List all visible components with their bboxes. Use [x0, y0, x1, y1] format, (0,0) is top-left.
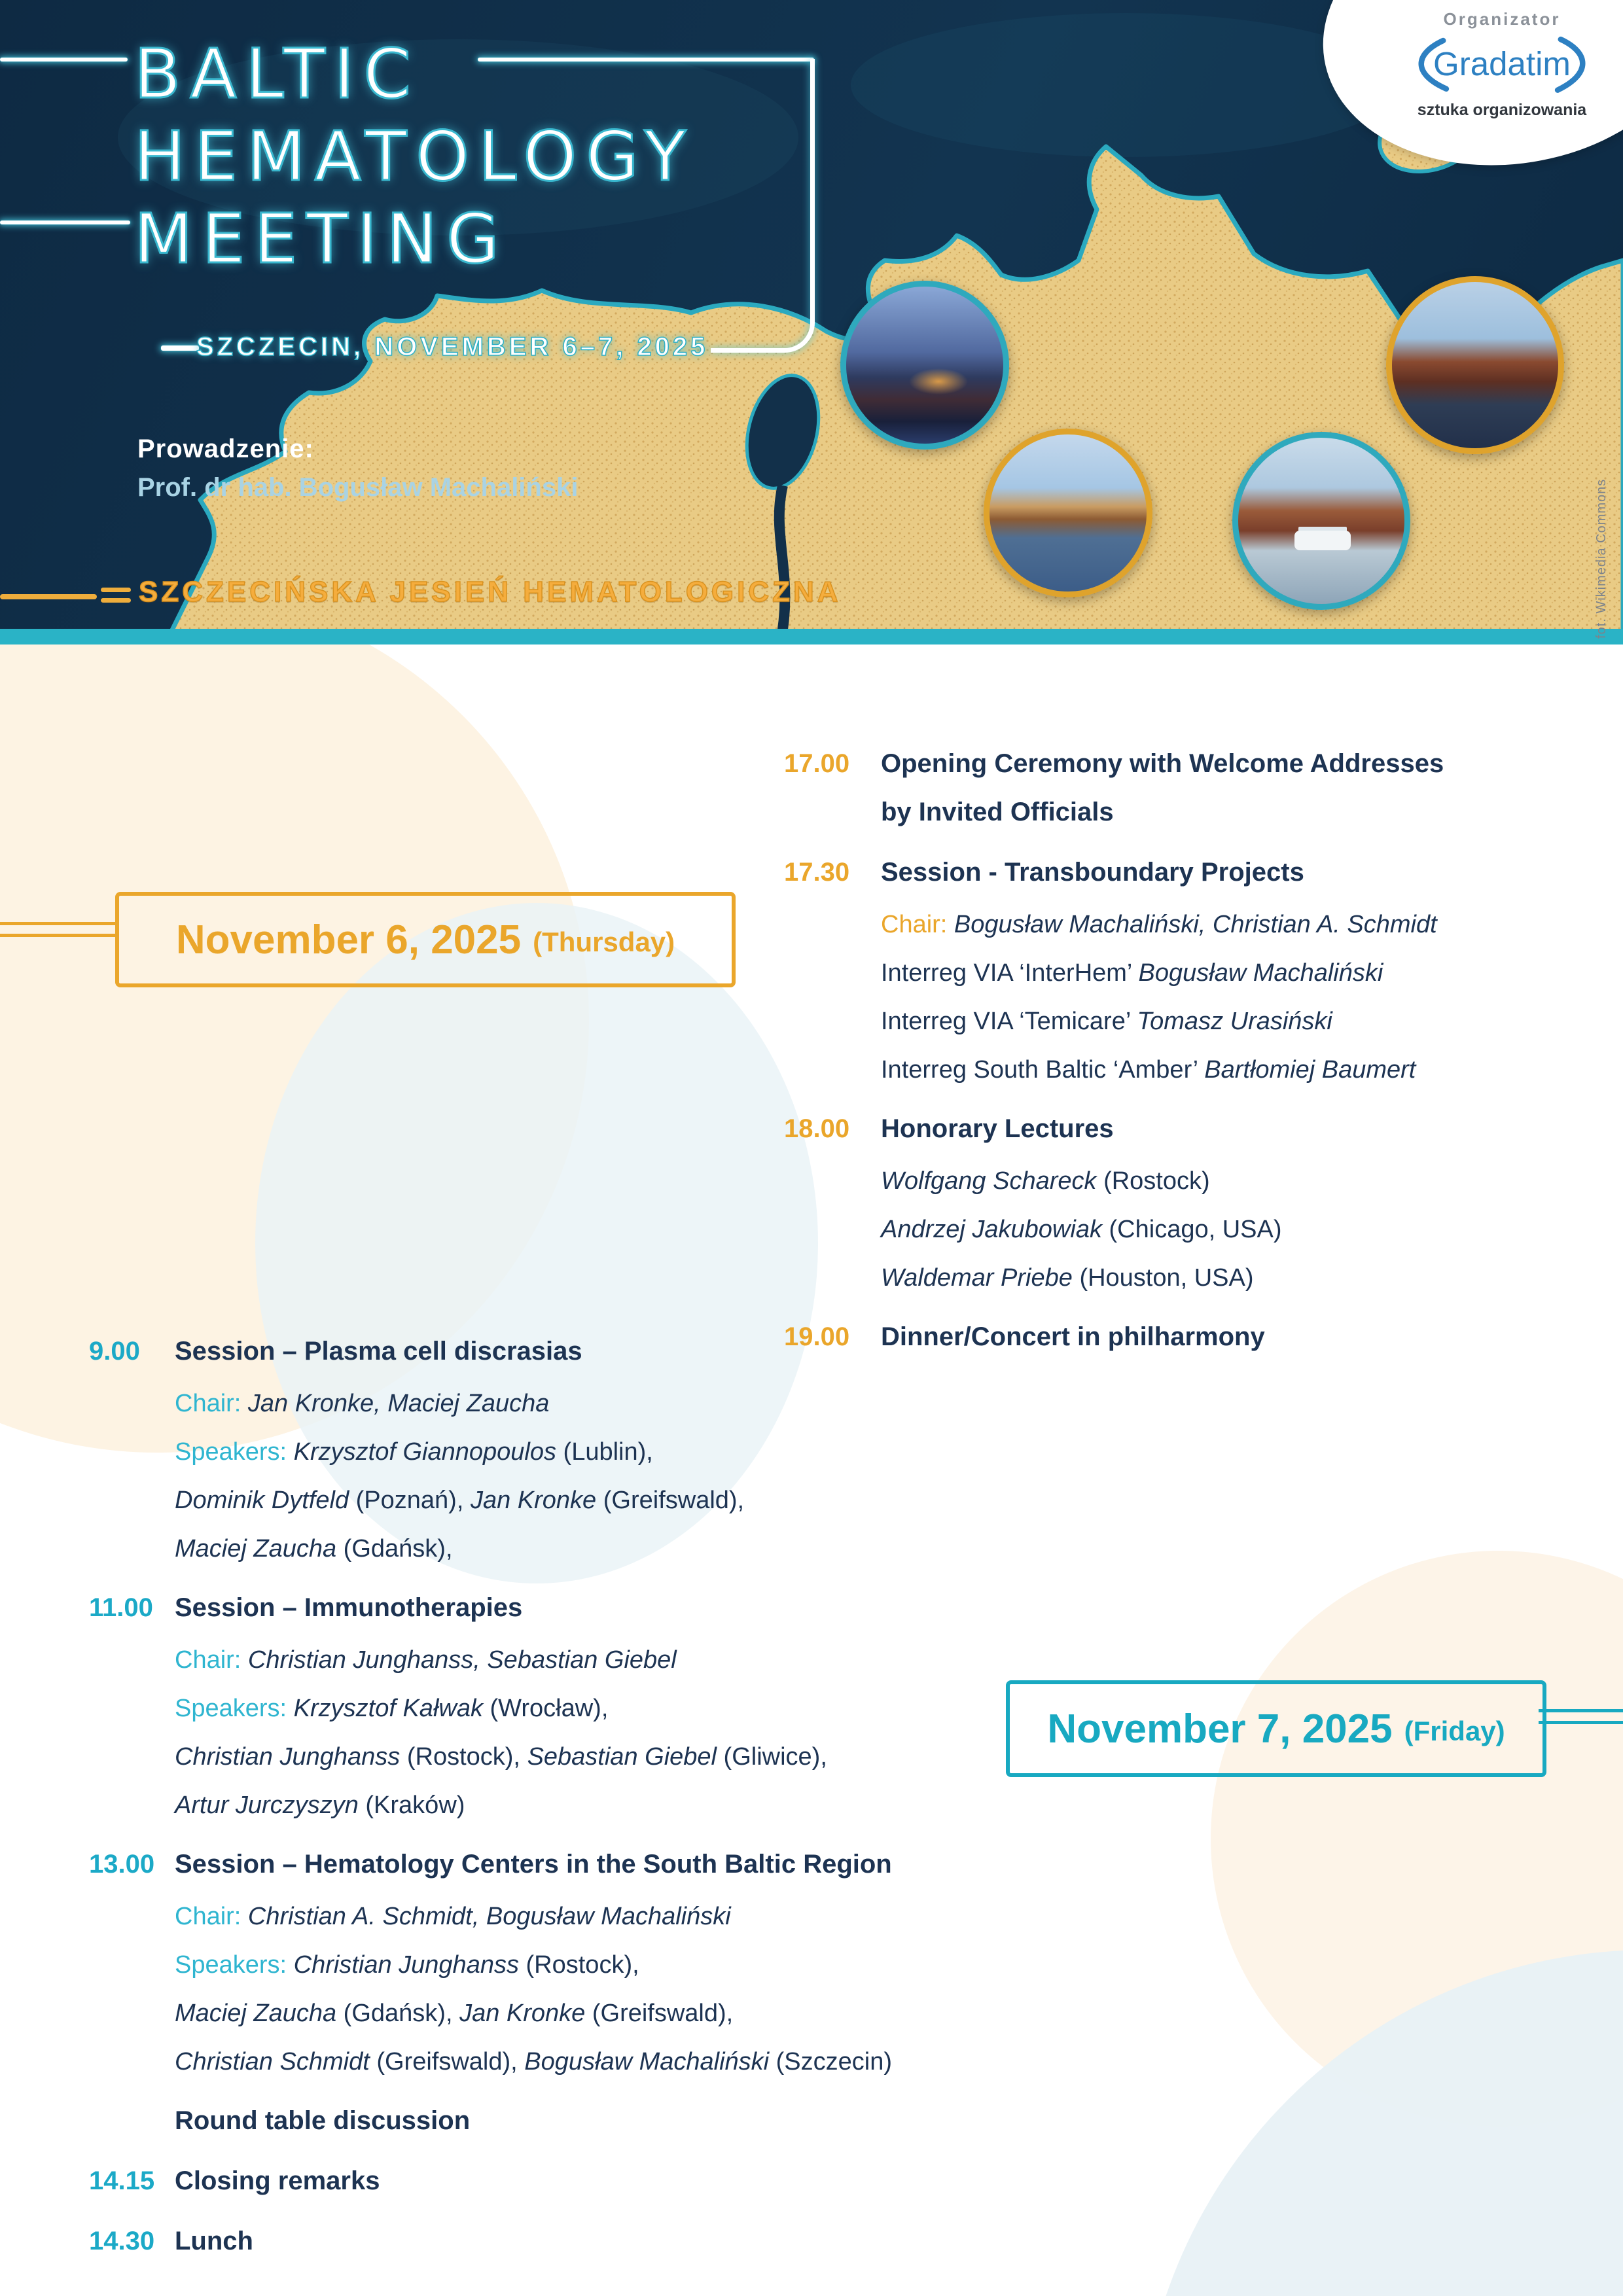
person-name: Krzysztof Giannopoulos: [293, 1438, 563, 1466]
session-detail-line: [881, 1158, 1602, 1204]
organizer-tagline: sztuka organizowania: [1417, 101, 1587, 119]
person-name: Christian Junghanss, Sebastian Giebel: [247, 1646, 677, 1674]
text-segment: (Rostock),: [526, 1951, 639, 1979]
session-title: Session – Immunotherapies: [175, 1593, 523, 1622]
neon-frame-line: [0, 221, 130, 224]
day2-connector-line: [1539, 1709, 1623, 1712]
lead-label: Prowadzenie:: [137, 434, 314, 463]
session-detail-line: [175, 1942, 1084, 1988]
role-label: Chair:: [175, 1646, 248, 1674]
person-name: Artur Jurczyszyn: [175, 1792, 366, 1819]
text-segment: (Wrocław),: [490, 1695, 609, 1722]
session-title: Honorary Lectures: [881, 1114, 1114, 1143]
schedule-item: [89, 2217, 1084, 2265]
person-name: Christian Junghanss: [293, 1951, 526, 1979]
session-title: Session - Transboundary Projects: [881, 858, 1304, 887]
schedule-item: [784, 848, 1602, 1093]
day2-date-box: [1006, 1680, 1546, 1777]
session-content: [881, 1104, 1602, 1301]
polish-event-name: SZCZECIŃSKA JESIEŃ HEMATOLOGICZNA: [139, 576, 842, 608]
event-title-line: MEETING: [134, 199, 508, 279]
text-segment: (Gliwice),: [723, 1743, 827, 1771]
photo-szczecin-waterfront-ship: [1232, 432, 1410, 610]
person-name: Jan Kronke, Maciej Zaucha: [247, 1390, 550, 1417]
session-detail-line: [175, 1686, 1084, 1731]
text-segment: Interreg VIA ‘InterHem’: [881, 959, 1139, 987]
header-banner: [0, 0, 1623, 645]
text-segment: (Kraków): [365, 1792, 465, 1819]
schedule-item: [784, 1104, 1602, 1301]
role-label: Chair:: [175, 1390, 248, 1417]
session-detail-line: [175, 1990, 1084, 2036]
role-label: Speakers:: [175, 1438, 294, 1466]
day1-weekday: (Thursday): [533, 927, 675, 957]
session-detail-line: [175, 2039, 1084, 2085]
photo-rostock-skyline-dusk: [840, 281, 1009, 450]
day2-connector-line: [1539, 1721, 1623, 1724]
time-label: 18.00: [784, 1114, 850, 1143]
session-detail-line: [881, 902, 1602, 947]
photo-gdansk-motlawa-crane: [1386, 276, 1564, 454]
session-detail-line: [881, 998, 1602, 1044]
strip-accent-bar: [101, 598, 131, 603]
text-segment: (Houston, USA): [1079, 1264, 1254, 1292]
role-label: Speakers:: [175, 1695, 294, 1722]
day1-connector-line: [0, 922, 115, 925]
logo-wordmark: Gradatim: [1433, 44, 1571, 82]
person-name: Christian A. Schmidt, Bogusław Machaliński: [247, 1903, 731, 1930]
text-segment: Interreg South Baltic ‘Amber’: [881, 1056, 1205, 1084]
photo-credit: fot. Wikimedia Commons: [1594, 478, 1609, 639]
session-detail-line: [175, 1782, 1084, 1828]
text-segment: (Lublin),: [563, 1438, 653, 1466]
session-content: [175, 1327, 1084, 1572]
schedule-item: [784, 739, 1602, 836]
event-title: [134, 33, 695, 280]
day1-schedule-list: [784, 720, 1602, 1373]
person-name: Andrzej Jakubowiak: [881, 1216, 1109, 1243]
day1-connector-line: [0, 934, 115, 937]
person-name: Bogusław Machaliński: [1138, 959, 1383, 987]
session-title: by Invited Officials: [881, 798, 1114, 826]
session-content: [881, 848, 1602, 1093]
person-name: Maciej Zaucha: [175, 2000, 344, 2027]
role-label: Chair:: [881, 911, 954, 938]
person-name: Krzysztof Kałwak: [293, 1695, 490, 1722]
session-title: Session – Plasma cell discrasias: [175, 1337, 582, 1366]
time-label: 11.00: [89, 1593, 153, 1622]
session-detail-line: [175, 1381, 1084, 1426]
person-name: Tomasz Urasiński: [1137, 1008, 1332, 1035]
neon-frame-line: [0, 58, 128, 62]
role-label: Speakers:: [175, 1951, 294, 1979]
session-detail-line: [175, 1894, 1084, 1939]
schedule-item: [89, 2157, 1084, 2205]
session-title: Dinner/Concert in philharmony: [881, 1322, 1265, 1351]
session-content: [881, 739, 1602, 836]
person-name: Jan Kronke: [459, 2000, 592, 2027]
time-label: 9.00: [89, 1337, 140, 1366]
session-content: [175, 2157, 1084, 2205]
text-segment: (Rostock),: [406, 1743, 527, 1771]
text-segment: (Greifswald),: [592, 2000, 734, 2027]
text-segment: (Rostock): [1103, 1167, 1210, 1195]
person-name: Sebastian Giebel: [527, 1743, 724, 1771]
person-name: Dominik Dytfeld: [175, 1487, 356, 1514]
sea-light-streak: [851, 13, 1400, 157]
schedule-item: [89, 1583, 1084, 1828]
schedule-item: [89, 1840, 1084, 2085]
session-title: Lunch: [175, 2227, 253, 2255]
day2-date: November 7, 2025: [1047, 1706, 1393, 1752]
lead-name: Prof. dr hab. Bogusław Machaliński: [137, 473, 579, 502]
role-label: Chair:: [175, 1903, 248, 1930]
session-detail-line: [175, 1637, 1084, 1683]
event-title-line: BALTIC: [134, 34, 420, 114]
person-name: Wolfgang Schareck: [881, 1167, 1104, 1195]
time-label: 14.30: [89, 2227, 155, 2255]
photo-harbor-boats-river: [984, 429, 1152, 597]
time-label: 17.30: [784, 858, 850, 887]
text-segment: (Greifswald),: [603, 1487, 745, 1514]
time-label: 17.00: [784, 749, 850, 778]
day2-weekday: (Friday): [1404, 1716, 1505, 1746]
person-name: Jan Kronke: [470, 1487, 603, 1514]
session-content: [175, 1840, 1084, 2085]
event-title-line: HEMATOLOGY: [134, 116, 696, 196]
session-content: [175, 1583, 1084, 1828]
text-segment: (Gdańsk),: [343, 2000, 460, 2027]
session-detail-line: [175, 1526, 1084, 1572]
lead-block: [137, 434, 578, 503]
day1-date-box: [115, 892, 736, 987]
session-detail-line: [881, 1207, 1602, 1252]
strip-accent-bar: [101, 588, 131, 592]
person-name: Bogusław Machaliński: [524, 2048, 776, 2075]
gradatim-logo: [1404, 29, 1600, 97]
schedule-item: [89, 2096, 1084, 2145]
session-content: [175, 2217, 1084, 2265]
person-name: Bogusław Machaliński, Christian A. Schmidt: [954, 911, 1437, 938]
text-segment: (Szczecin): [776, 2048, 893, 2075]
text-segment: (Greifswald),: [376, 2048, 525, 2075]
session-detail-line: [175, 1734, 1084, 1780]
time-label: 13.00: [89, 1850, 155, 1879]
schedule-item: [89, 1327, 1084, 1572]
session-detail-line: [881, 1255, 1602, 1301]
person-name: Maciej Zaucha: [175, 1535, 344, 1563]
river-water: [779, 486, 785, 645]
time-label: 14.15: [89, 2166, 155, 2195]
session-content: [175, 2096, 1084, 2145]
session-detail-line: [881, 950, 1602, 996]
session-detail-line: [175, 1429, 1084, 1475]
header-bottom-strip: [0, 629, 1623, 645]
session-detail-line: [175, 1477, 1084, 1523]
day2-schedule-list: [89, 1309, 1084, 2277]
session-title: Opening Ceremony with Welcome Addresses: [881, 749, 1444, 778]
person-name: Christian Junghanss: [175, 1743, 407, 1771]
text-segment: (Chicago, USA): [1109, 1216, 1282, 1243]
event-location-date: SZCZECIN, NOVEMBER 6–7, 2025: [196, 332, 709, 361]
neon-frame-line: [161, 345, 199, 351]
organizer-block: [1394, 9, 1610, 120]
neon-frame-corner: [711, 59, 815, 353]
person-name: Waldemar Priebe: [881, 1264, 1080, 1292]
text-segment: (Poznań),: [355, 1487, 471, 1514]
person-name: Bartłomiej Baumert: [1204, 1056, 1416, 1084]
session-title: Session – Hematology Centers in the South Baltic Region: [175, 1850, 892, 1879]
time-label: [89, 2096, 175, 2145]
text-segment: (Gdańsk),: [343, 1535, 453, 1563]
day1-date: November 6, 2025: [175, 917, 522, 963]
strip-accent-line: [0, 594, 97, 599]
time-label: 19.00: [784, 1322, 850, 1351]
session-title: Round table discussion: [175, 2106, 471, 2135]
person-name: Christian Schmidt: [175, 2048, 377, 2075]
session-title: Closing remarks: [175, 2166, 380, 2195]
session-detail-line: [881, 1047, 1602, 1093]
organizer-label: Organizator: [1443, 9, 1561, 29]
text-segment: Interreg VIA ‘Temicare’: [881, 1008, 1137, 1035]
